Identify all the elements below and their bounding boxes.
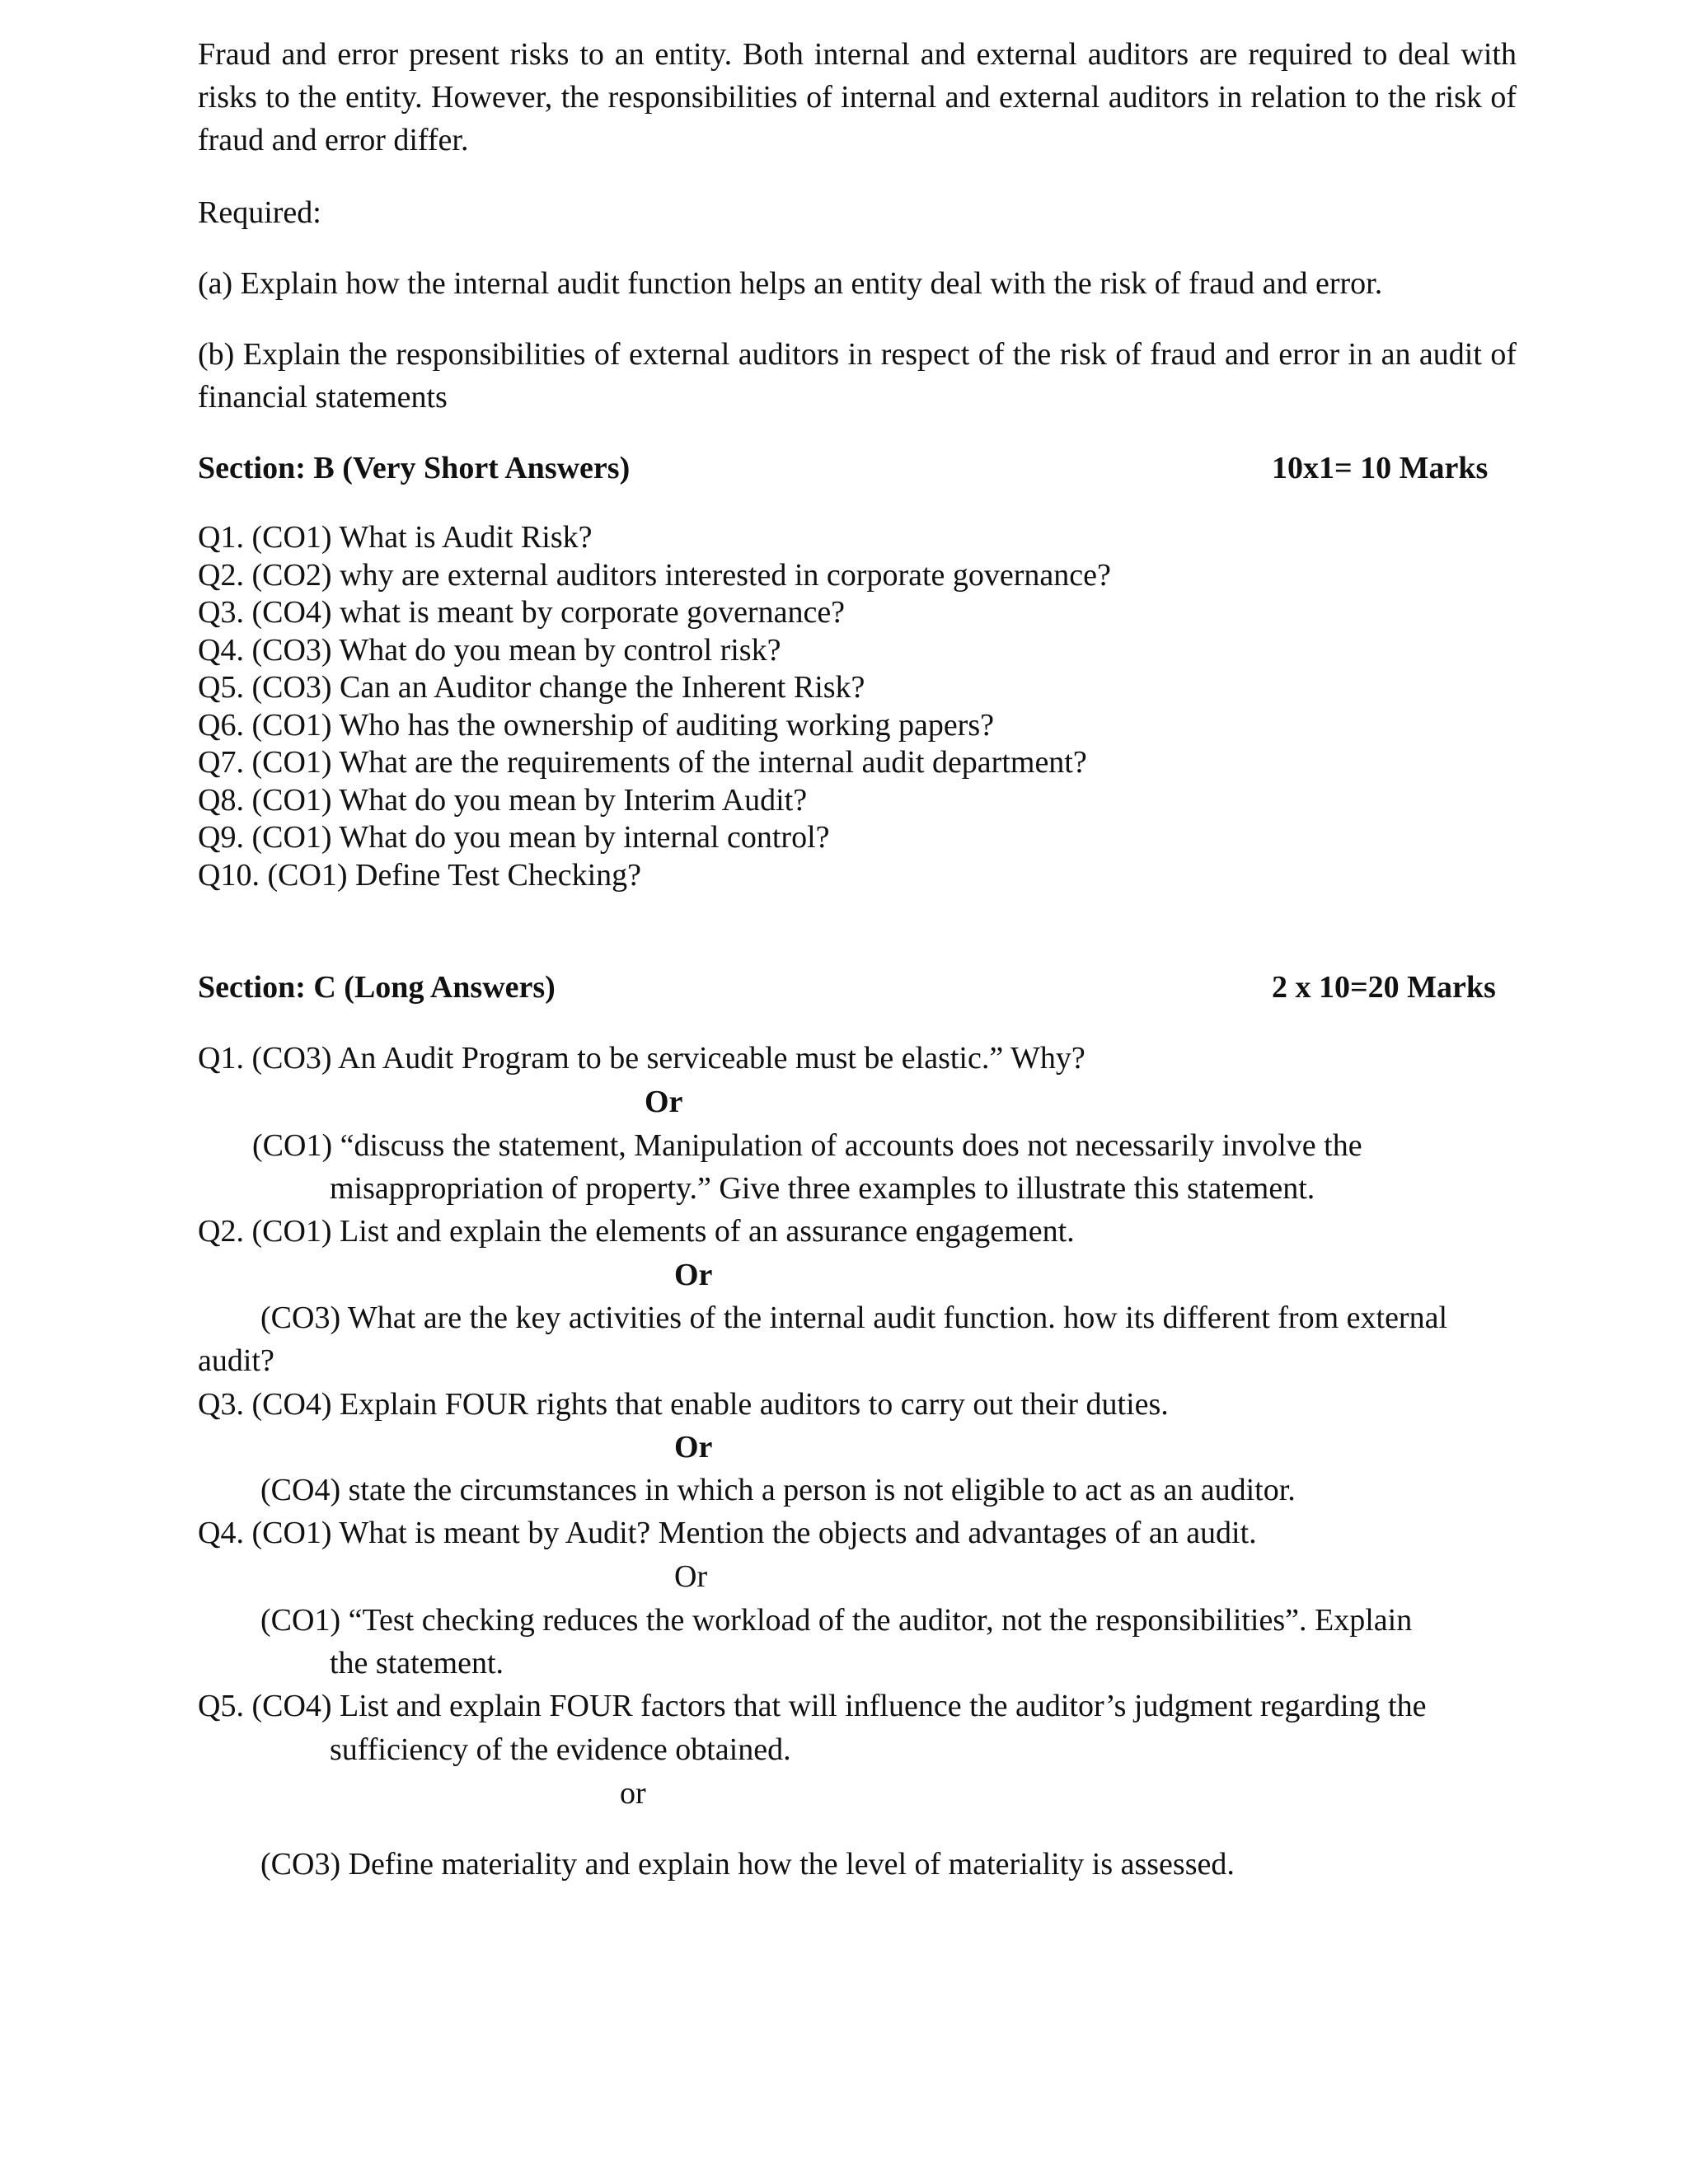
section-b-question: Q4. (CO3) What do you mean by control risk? [198, 633, 781, 668]
section-c-title: Section: C (Long Answers) [198, 970, 556, 1005]
section-c-marks: 2 x 10=20 Marks [1272, 970, 1496, 1005]
section-c-q5-alt: (CO3) Define materiality and explain how the level of materiality is assessed. [260, 1847, 1235, 1882]
section-c-q4: Q4. (CO1) What is meant by Audit? Mention the objects and advantages of an audit. [198, 1516, 1257, 1550]
required-label: Required: [198, 195, 321, 230]
section-c-q3: Q3. (CO4) Explain FOUR rights that enable auditors to carry out their duties. [198, 1387, 1169, 1422]
or-separator: Or [674, 1430, 713, 1465]
section-b-question: Q10. (CO1) Define Test Checking? [198, 858, 642, 893]
or-separator: Or [674, 1258, 713, 1292]
section-c-q4-alt-line2: the statement. [330, 1646, 504, 1680]
section-c-q5-line1: Q5. (CO4) List and explain FOUR factors that will influence the auditor’s judgment regarding the [198, 1689, 1427, 1723]
section-b-question: Q1. (CO1) What is Audit Risk? [198, 520, 593, 555]
section-c-q1: Q1. (CO3) An Audit Program to be serviceable must be elastic.” Why? [198, 1041, 1085, 1076]
section-b-question: Q7. (CO1) What are the requirements of the internal audit department? [198, 745, 1087, 780]
section-b-title: Section: B (Very Short Answers) [198, 451, 631, 485]
section-b-question: Q3. (CO4) what is meant by corporate governance? [198, 595, 846, 630]
intro-paragraph: Fraud and error present risks to an entity. Both internal and external auditors are required to deal with risks to the entity. However, the responsibilities of internal and external auditors in relation to the risk of fraud and error differ. [198, 37, 1517, 157]
section-b-marks: 10x1= 10 Marks [1272, 451, 1489, 485]
or-separator: Or [674, 1559, 708, 1594]
section-c-q2-alt-line2: audit? [198, 1343, 274, 1378]
or-separator: Or [645, 1085, 683, 1119]
section-c-q2-alt-line1: (CO3) What are the key activities of the internal audit function. how its different from external [260, 1301, 1448, 1335]
section-c-q5-line2: sufficiency of the evidence obtained. [330, 1732, 791, 1767]
section-c-q3-alt: (CO4) state the circumstances in which a person is not eligible to act as an auditor. [260, 1473, 1296, 1507]
section-b-question: Q2. (CO2) why are external auditors interested in corporate governance? [198, 558, 1111, 593]
part-b-question: (b) Explain the responsibilities of external auditors in respect of the risk of fraud and error in an audit of financial statements [198, 337, 1517, 415]
section-c-q2: Q2. (CO1) List and explain the elements of an assurance engagement. [198, 1214, 1075, 1249]
section-b-question: Q5. (CO3) Can an Auditor change the Inherent Risk? [198, 670, 865, 705]
or-separator: or [620, 1776, 646, 1811]
section-b-question: Q8. (CO1) What do you mean by Interim Audit? [198, 783, 808, 818]
section-c-q4-alt-line1: (CO1) “Test checking reduces the workload of the auditor, not the responsibilities”. Explain [260, 1603, 1413, 1638]
section-c-q1-alt-line1: (CO1) “discuss the statement, Manipulation of accounts does not necessarily involve the [252, 1128, 1362, 1163]
section-c-q1-alt-line2: misappropriation of property.” Give three examples to illustrate this statement. [330, 1171, 1315, 1206]
part-a-question: (a) Explain how the internal audit function helps an entity deal with the risk of fraud and error. [198, 266, 1383, 301]
section-b-question: Q9. (CO1) What do you mean by internal control? [198, 820, 830, 855]
section-b-question: Q6. (CO1) Who has the ownership of auditing working papers? [198, 708, 994, 743]
